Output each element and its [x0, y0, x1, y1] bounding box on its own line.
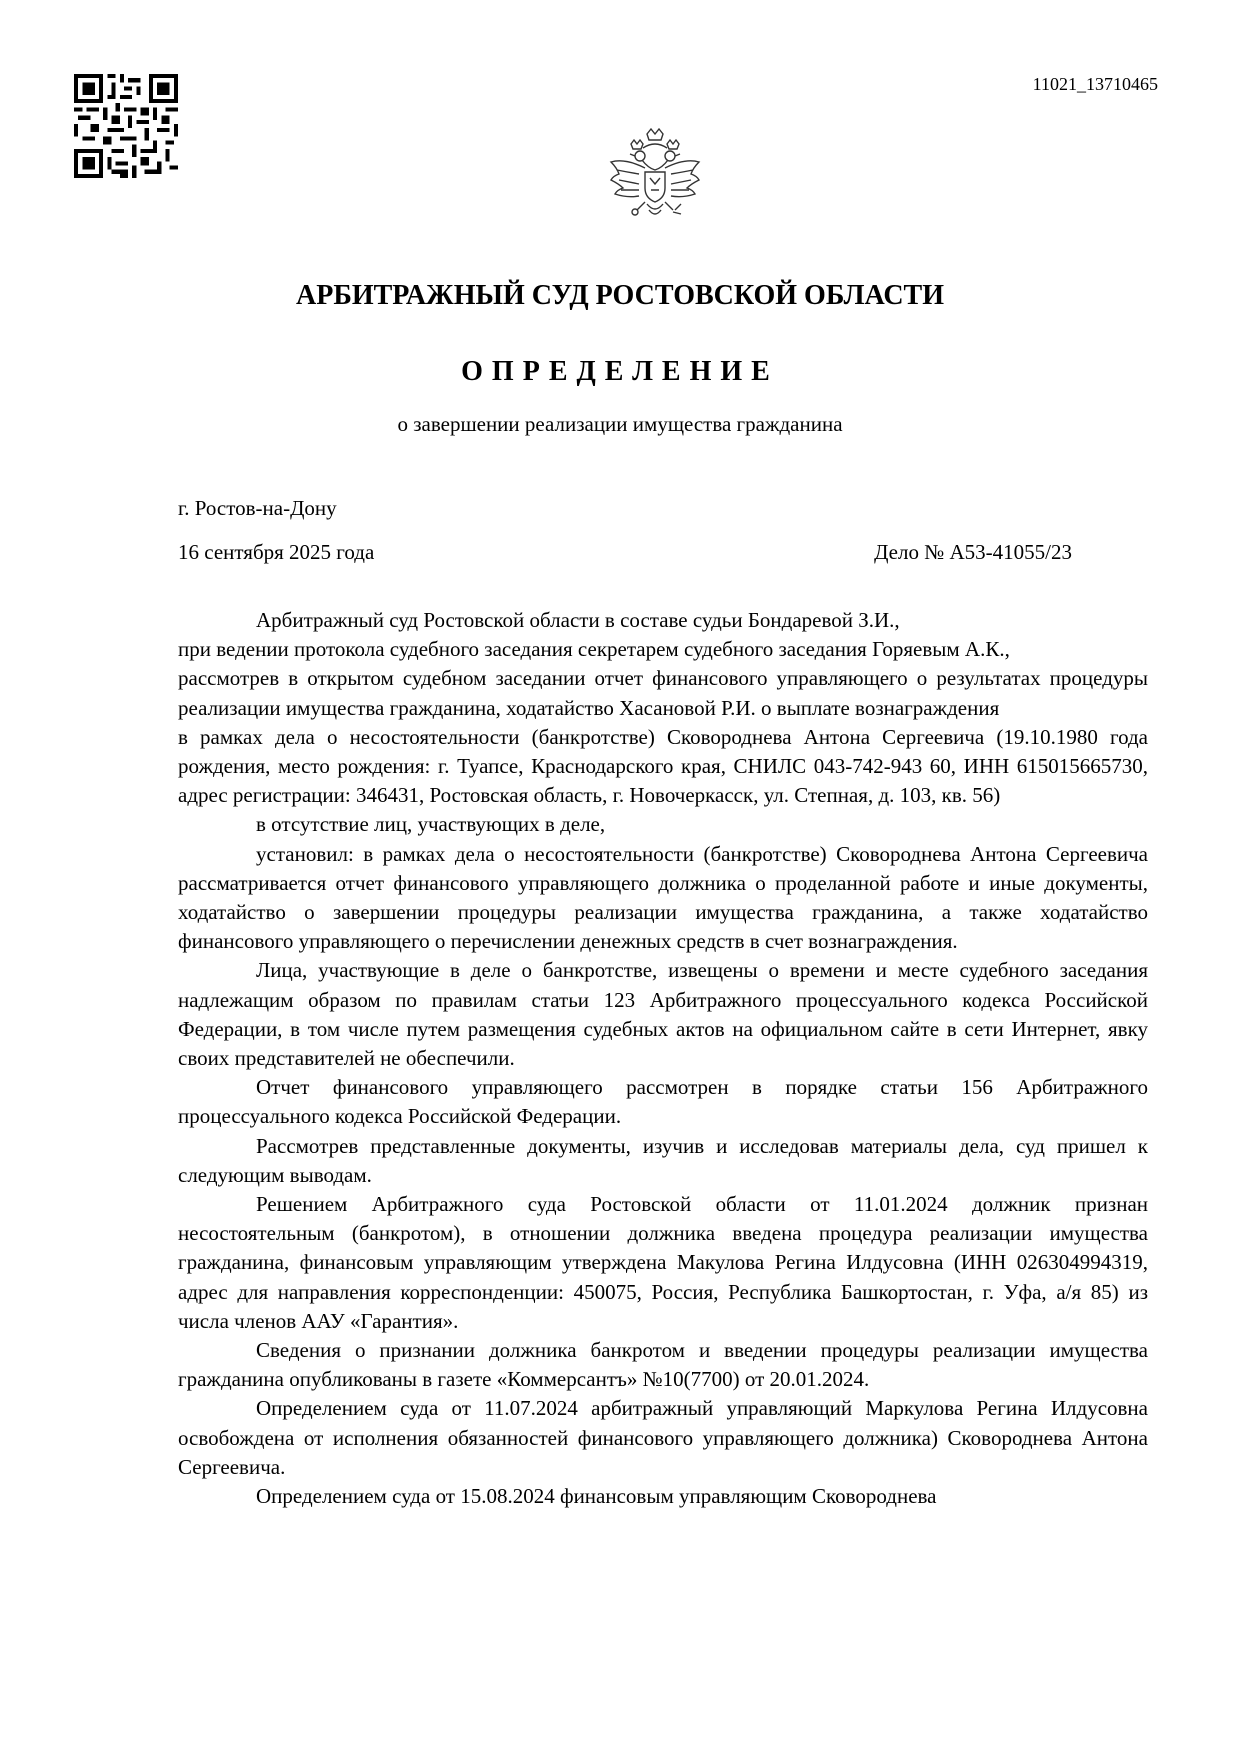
document-body	[178, 606, 1148, 1511]
court-name-heading: АРБИТРАЖНЫЙ СУД РОСТОВСКОЙ ОБЛАСТИ	[296, 280, 944, 311]
document-id: 11021_13710465	[1032, 74, 1158, 94]
paragraph: Сведения о признании должника банкротом и введении процедуры реализации имущества гражданина опубликованы в газете «Коммерсантъ» №10(7700) от 20.01.2024.	[178, 1338, 1148, 1392]
document-subject: о завершении реализации имущества гражданина	[397, 412, 843, 436]
paragraph: рассмотрев в открытом судебном заседании отчет финансового управляющего о результатах процедуры реализации имущества гражданина, ходатайство Хасановой Р.И. о выплате вознаграждения	[178, 666, 1148, 720]
case-number: Дело № А53-41055/23	[874, 540, 1072, 564]
paragraph: Определением суда от 15.08.2024 финансовым управляющим Сковороднева	[256, 1484, 937, 1509]
paragraph: Рассмотрев представленные документы, изучив и исследовав материалы дела, суд пришел к следующим выводам.	[178, 1133, 1148, 1187]
paragraph: Лица, участвующие в деле о банкротстве, извещены о времени и месте судебного заседания надлежащим образом по правилам статьи 123 Арбитражного процессуального кодекса Российской Федерации, в том числе путем размещения судебных актов на официальном сайте в сети Интернет, явку своих представителей не обеспечили.	[178, 958, 1148, 1071]
paragraph: при ведении протокола судебного заседания секретарем судебного заседания Горяевым А.К.,	[178, 637, 1010, 662]
paragraph: Отчет финансового управляющего рассмотрен в порядке статьи 156 Арбитражного процессуального кодекса Российской Федерации.	[178, 1075, 1148, 1129]
paragraph: установил: в рамках дела о несостоятельности (банкротстве) Сковороднева Антона Сергеевича рассматривается отчет финансового управляющего должника о проделанной работе и иные документы, ходатайство о завершении процедуры реализации имущества гражданина, а также ходатайство финансового управляющего о перечислении денежных средств в счет вознаграждения.	[178, 841, 1148, 954]
qr-code-icon	[74, 74, 178, 178]
date-line	[178, 538, 1072, 566]
paragraph: в рамках дела о несостоятельности (банкротстве) Сковороднева Антона Сергеевича (19.10.1980 года рождения, место рождения: г. Туапсе, Краснодарского края, СНИЛС 043-742-943 60, ИНН 615015665730, адрес регистрации: 346431, Ростовская область, г. Новочеркасск, ул. Степная, д. 103, кв. 56)	[178, 724, 1148, 808]
document-type-heading: ОПРЕДЕЛЕНИЕ	[461, 356, 779, 387]
paragraph: в отсутствие лиц, участвующих в деле,	[256, 812, 606, 837]
russian-coat-of-arms-icon	[607, 126, 703, 226]
paragraph: Решением Арбитражного суда Ростовской области от 11.01.2024 должник признан несостоятельным (банкротом), в отношении должника введена процедура реализации имущества гражданина, финансовым управляющим утверждена Макулова Регина Илдусовна (ИНН 026304994319, адрес для направления корреспонденции: 450075, Россия, Республика Башкортостан, г. Уфа, а/я 85) из числа членов ААУ «Гарантия».	[178, 1192, 1148, 1333]
paragraph: Арбитражный суд Ростовской области в составе судьи Бондаревой З.И.,	[256, 608, 900, 632]
paragraph: Определением суда от 11.07.2024 арбитражный управляющий Маркулова Регина Илдусовна освобождена от исполнения обязанностей финансового управляющего должника) Сковороднева Антона Сергеевича.	[178, 1396, 1148, 1479]
document-place: г. Ростов-на-Дону	[178, 496, 337, 520]
document-date: 16 сентября 2025 года	[178, 540, 375, 564]
